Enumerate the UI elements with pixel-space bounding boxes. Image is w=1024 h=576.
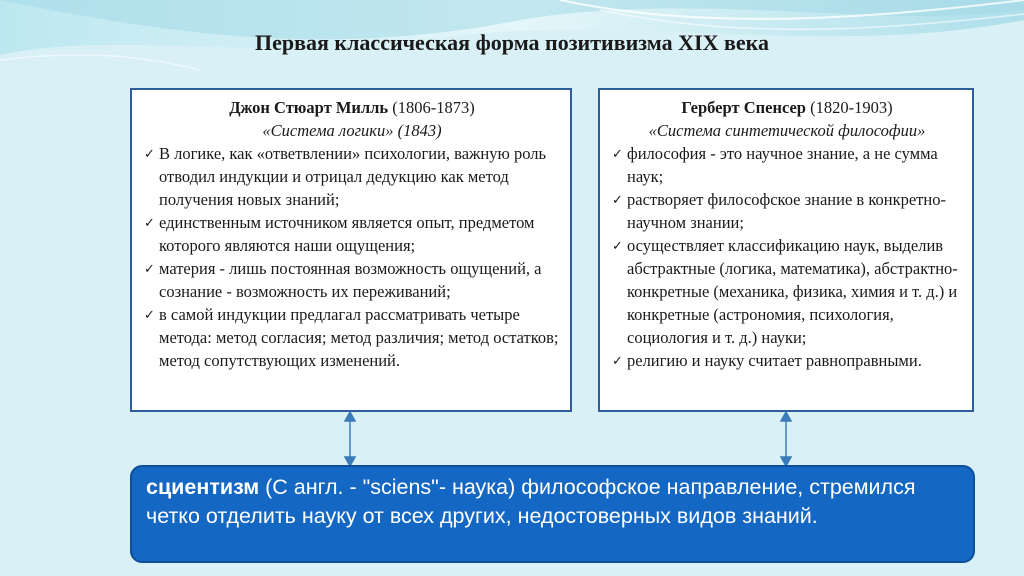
- checkmark-icon: ✓: [612, 353, 623, 368]
- mill-author: Джон Стюарт Милль: [229, 98, 389, 117]
- list-item: ✓ религию и науку считает равноправными.: [612, 351, 922, 370]
- checkmark-icon: ✓: [144, 261, 155, 276]
- scientism-term: сциентизм: [146, 475, 260, 499]
- arrow-up-icon: [781, 412, 791, 421]
- arrow-up-icon: [345, 412, 355, 421]
- spencer-work: «Система синтетической философии»: [648, 121, 926, 140]
- list-item: ✓ материя - лишь постоянная возможность ощущений, а сознание - возможность их переживаний;: [144, 259, 542, 301]
- mill-work: «Система логики» (1843): [262, 121, 442, 140]
- checkmark-icon: ✓: [612, 192, 623, 207]
- scientism-definition: (С англ. - "sciens"- наука) философское направление, стремился четко отделить науку от всех других, недостоверных видов знаний.: [146, 475, 916, 528]
- checkmark-icon: ✓: [144, 307, 155, 322]
- list-item: ✓ осуществляет классификацию наук, выделив абстрактные (логика, математика), абстрактно-конкретные (механика, физика, химия и т. д.) и конкретные (астрономия, психология, социология и т. д.) науки;: [612, 236, 958, 347]
- mill-box: [130, 88, 572, 412]
- spencer-list: [612, 142, 962, 372]
- list-item: ✓ В логике, как «ответвлении» психологии, важную роль отводил индукции и отрицал дедукцию как метод получения новых знаний;: [144, 144, 547, 209]
- list-item: ✓ растворяет философское знание в конкретно-научном знании;: [612, 190, 946, 232]
- checkmark-icon: ✓: [144, 215, 155, 230]
- checkmark-icon: ✓: [612, 146, 623, 161]
- list-item: ✓ единственным источником является опыт, предметом которого являются наши ощущения;: [144, 213, 535, 255]
- list-item: ✓ философия - это научное знание, а не сумма наук;: [612, 144, 938, 186]
- mill-list: [144, 142, 560, 372]
- list-item: ✓ в самой индукции предлагал рассматривать четыре метода: метод согласия; метод различия; метод остатков; метод сопутствующих изменений.: [144, 305, 559, 370]
- mill-years: (1806-1873): [392, 98, 475, 117]
- checkmark-icon: ✓: [144, 146, 155, 161]
- scientism-definition-box: [130, 465, 975, 563]
- spencer-header: [612, 96, 962, 119]
- page-title: Первая классическая форма позитивизма XIX века: [255, 30, 769, 55]
- checkmark-icon: ✓: [612, 238, 623, 253]
- spencer-box: [598, 88, 974, 412]
- spencer-years: (1820-1903): [810, 98, 893, 117]
- spencer-author: Герберт Спенсер: [681, 98, 806, 117]
- mill-header: [144, 96, 560, 119]
